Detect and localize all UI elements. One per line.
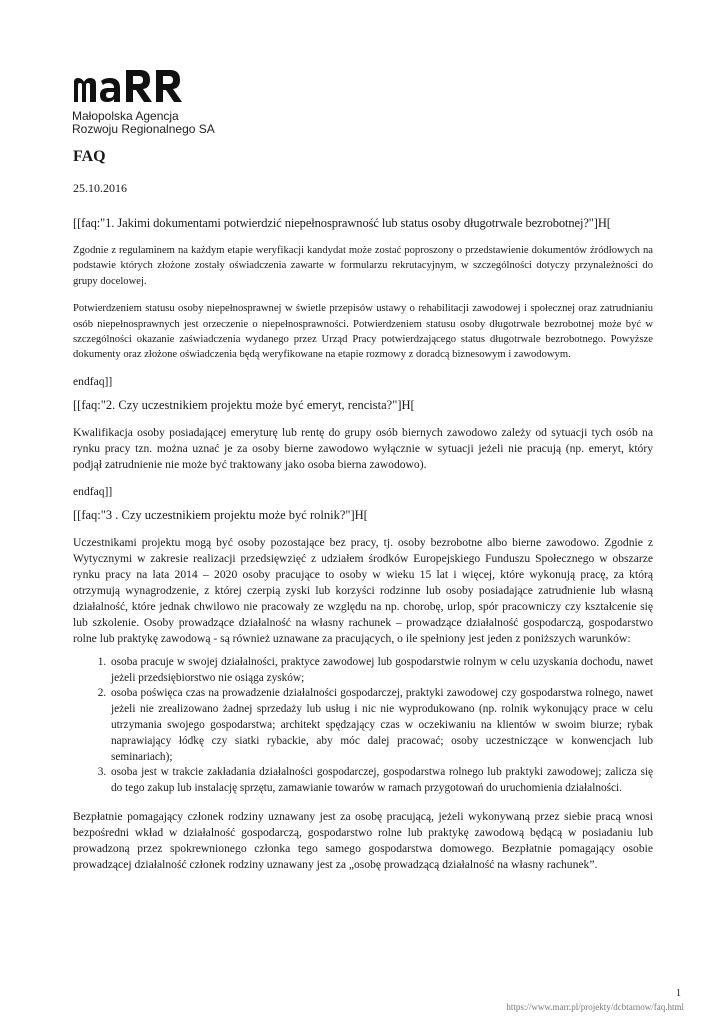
- list-item: 1. osoba pracuje w swojej działalności, praktyce zawodowej lub gospodarstwie rolnym w celu uzyskania dochodu, nawet jeżeli przedsiębiorstwo nie osiąga zysków;: [109, 655, 653, 687]
- faq-1-paragraph-1: Zgodnie z regulaminem na każdym etapie weryfikacji kandydat może zostać poproszony o przedstawienie dokumentów źródłowych na podstawie których złożone zostały oświadczenia zawarte w formularzu rekrutacyjnym, w szczególności dotyczy przynależności do grupy docelowej.: [73, 245, 653, 287]
- faq-question-2: [[faq:"2. Czy uczestnikiem projektu może być emeryt, rencista?"]H[: [73, 397, 415, 412]
- logo-caption: [72, 110, 215, 136]
- faq-question-1: [[faq:"1. Jakimi dokumentami potwierdzić niepełnosprawność lub status osoby długotrwale bezrobotnej?"]H[: [73, 216, 611, 230]
- page-number: 1: [676, 988, 681, 999]
- document-body: [73, 148, 653, 873]
- faq-2-end-marker: endfaq]]: [73, 484, 113, 498]
- list-item: 3. osoba jest w trakcie zakładania działalności gospodarczej, gospodarstwa rolnego lub praktyki zawodowej; zalicza się do tego zakup lub instalację sprzętu, zamawianie towarów w ramach przygotowań do uruchomienia działalności.: [109, 765, 653, 797]
- faq-question-3: [[faq:"3 . Czy uczestnikiem projektu może być rolnik?"]H[: [73, 507, 368, 522]
- page-title: FAQ: [73, 148, 106, 165]
- logo-line-1: Małopolska Agencja: [72, 109, 179, 123]
- faq-1-paragraph-2: Potwierdzeniem statusu osoby niepełnosprawnej w świetle przepisów ustawy o rehabilitacji zawodowej i społecznej oraz zatrudnianiu osób niepełnosprawnych jest orzeczenie o niepełnosprawności. Potwierdzeniem statusu osoby długotrwale bezrobotnej może być w szczególności okazanie zaświadczenia wydanego przez Urząd Pracy potwierdzającego status długotrwale bezrobotnego. Powyższe dokumenty oraz złożone oświadczenia będą weryfikowane na etapie rozmowy z doradcą biznesowym i zawodowym.: [73, 303, 653, 361]
- list-item: 2. osoba poświęca czas na prowadzenie działalności gospodarczej, praktyki zawodowej czy gospodarstwa rolnego, nawet jeżeli nie zrealizowano żadnej sprzedaży lub usług i nic nie wyprodukowano (np. rolnik wykonujący prace w celu utrzymania swojego gospodarstwa; architekt spędzający czas w oczekiwaniu na klientów w swoim biurze; rybak naprawiający łódkę czy siatki rybackie, aby móc dalej pracować; osoby uczestniczące w konwencjach lub seminariach);: [109, 686, 653, 765]
- marr-logo-mark-icon: [72, 68, 200, 108]
- footer-url: https://www.marr.pl/projekty/dcbtarnow/faq.html: [506, 1002, 684, 1012]
- document-date: 25.10.2016: [73, 181, 127, 195]
- logo-line-2: Rozwoju Regionalnego SA: [72, 122, 215, 136]
- faq-1-end-marker: endfaq]]: [73, 374, 113, 388]
- faq-2-paragraph-1: Kwalifikacja osoby posiadającej emeryturę lub rentę do grupy osób biernych zawodowo zależy od sytuacji tych osób na rynku pracy tzn. można uznać je za osoby bierne zawodowo wyłącznie w sytuacji jeżeli nie pracują (np. emeryt, który podjął zatrudnienie nie może być traktowany jako osoba bierna zawodowo).: [73, 425, 653, 471]
- faq-3-paragraph-2: Bezpłatnie pomagający członek rodziny uznawany jest za osobę pracującą, jeżeli wykonywaną przez siebie pracą wnosi bezpośredni wkład w działalność gospodarczą, gospodarstwo rolne lub praktykę zawodową będącą w posiadaniu lub prowadzoną przez spokrewnionego członka tego samego gospodarstwa domowego. Bezpłatnie pomagający osobie prowadzącej działalność członek rodziny uznawany jest za „osobę prowadzącą działalność na własny rachunek”.: [73, 810, 653, 872]
- faq-3-conditions-list: [73, 655, 653, 797]
- marr-logo: [72, 68, 215, 140]
- faq-3-paragraph-1: Uczestnikami projektu mogą być osoby pozostające bez pracy, tj. osoby bezrobotne albo bierne zawodowo. Zgodnie z Wytycznymi w zakresie realizacji przedsięwzięć z udziałem środków Europejskiego Funduszu Społecznego w obszarze rynku pracy na lata 2014 – 2020 osoby pracujące to osoby w wieku 15 lat i więcej, które wykonują pracę, za którą otrzymują wynagrodzenie, z której czerpią zyski lub korzyści rodzinne lub osoby posiadające zatrudnienie lub własną działalność, które jednak chwilowo nie pracowały ze względu na np. chorobę, urlop, spór pracowniczy czy kształcenie się lub szkolenie. Osoby prowadzące działalność na własny rachunek – prowadzące działalność gospodarczą, gospodarstwo rolne lub praktykę zawodową - są również uznawane za pracujących, o ile spełniony jest jeden z poniższych warunków:: [73, 535, 653, 645]
